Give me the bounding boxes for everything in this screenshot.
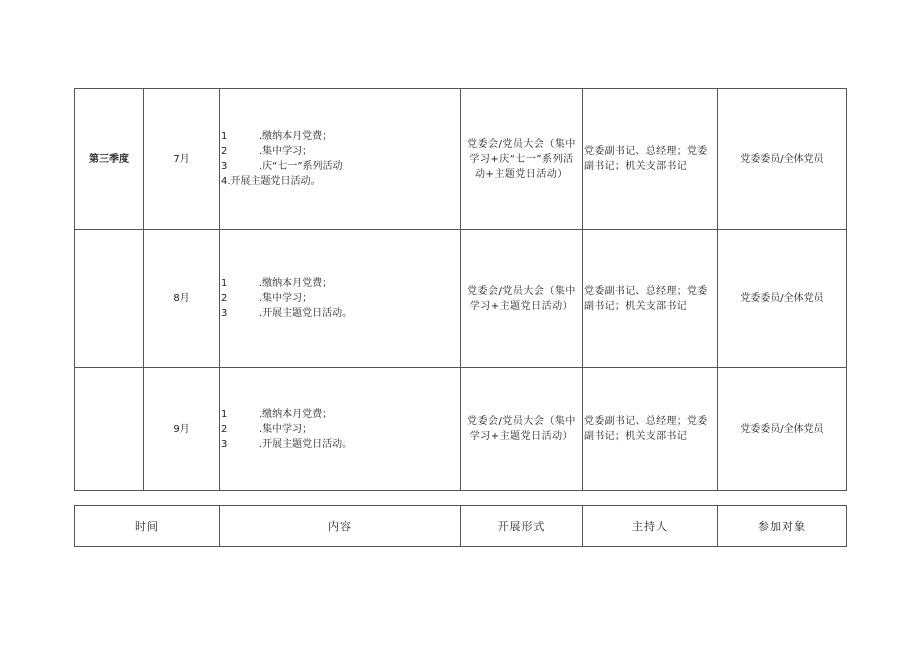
item-number: 3 [221,308,228,319]
item-text: .缴纳本月党费； [259,131,333,142]
participants-text: 党委委员/全体党员 [740,153,824,165]
host-cell [583,230,718,368]
header-time: 时间 [75,506,220,547]
table-row [75,368,847,491]
participants-text: 党委委员/全体党员 [740,423,824,435]
item-text: .集中学习； [259,293,313,304]
schedule-table [74,88,847,491]
quarter-cell [75,368,144,491]
item-text: .集中学习； [259,146,313,157]
item-number: 2 [221,293,228,304]
content-cell [220,230,461,368]
content-item [221,306,460,321]
item-text: .缴纳本月党费； [259,408,333,420]
form-text: 党委会/党员大会（集中学习+庆“七一”系列活动+主题党日活动） [467,138,576,180]
item-number: 1 [221,131,228,142]
item-number: 1 [221,278,228,289]
header-form: 开展形式 [461,506,583,547]
header-host: 主持人 [583,506,718,547]
item-number: 3 [221,438,228,450]
item-text: .集中学习； [259,423,313,435]
item-text: .开展主题党日活动。 [259,308,353,319]
month-label: 9月 [173,423,190,435]
table-row [75,230,847,368]
content-item [221,291,460,306]
host-cell [583,89,718,230]
participants-cell [718,230,847,368]
item-number: 2 [221,423,228,435]
content-item [221,159,460,174]
host-text: 党委副书记、总经理；党委副书记；机关支部书记 [584,146,708,172]
form-cell [461,89,583,230]
header-content: 内容 [220,506,461,547]
form-text: 党委会/党员大会（集中学习+主题党日活动） [467,416,576,442]
item-number: 4 [221,176,228,187]
participants-cell [718,89,847,230]
form-cell [461,230,583,368]
content-item [221,276,460,291]
item-number: 2 [221,146,228,157]
host-text: 党委副书记、总经理；党委副书记；机关支部书记 [584,285,708,312]
content-item [221,437,460,452]
quarter-label: 第三季度 [89,153,129,165]
item-text: .庆“七一”系列活动 [259,161,343,172]
item-text: .缴纳本月党费； [259,278,333,289]
form-cell [461,368,583,491]
month-cell [144,89,220,230]
item-text: .开展主题党日活动。 [227,176,321,187]
table-row [75,89,847,230]
host-cell [583,368,718,491]
month-cell [144,368,220,491]
content-item [221,422,460,437]
content-cell [220,89,461,230]
month-cell [144,230,220,368]
participants-cell [718,368,847,491]
content-item [221,174,460,189]
content-item [221,407,460,422]
header-participants: 参加对象 [718,506,847,547]
header-row [75,506,847,547]
item-number: 1 [221,408,228,420]
item-text: .开展主题党日活动。 [259,438,353,450]
content-item [221,144,460,159]
month-label: 7月 [173,153,190,165]
host-text: 党委副书记、总经理；党委副书记；机关支部书记 [584,416,708,442]
quarter-cell [75,89,144,230]
content-cell [220,368,461,491]
participants-text: 党委委员/全体党员 [740,293,824,304]
quarter-cell [75,230,144,368]
form-text: 党委会/党员大会（集中学习+主题党日活动） [467,285,576,312]
header-table [74,505,847,547]
month-label: 8月 [173,293,190,304]
content-item [221,129,460,144]
item-number: 3 [221,161,228,172]
